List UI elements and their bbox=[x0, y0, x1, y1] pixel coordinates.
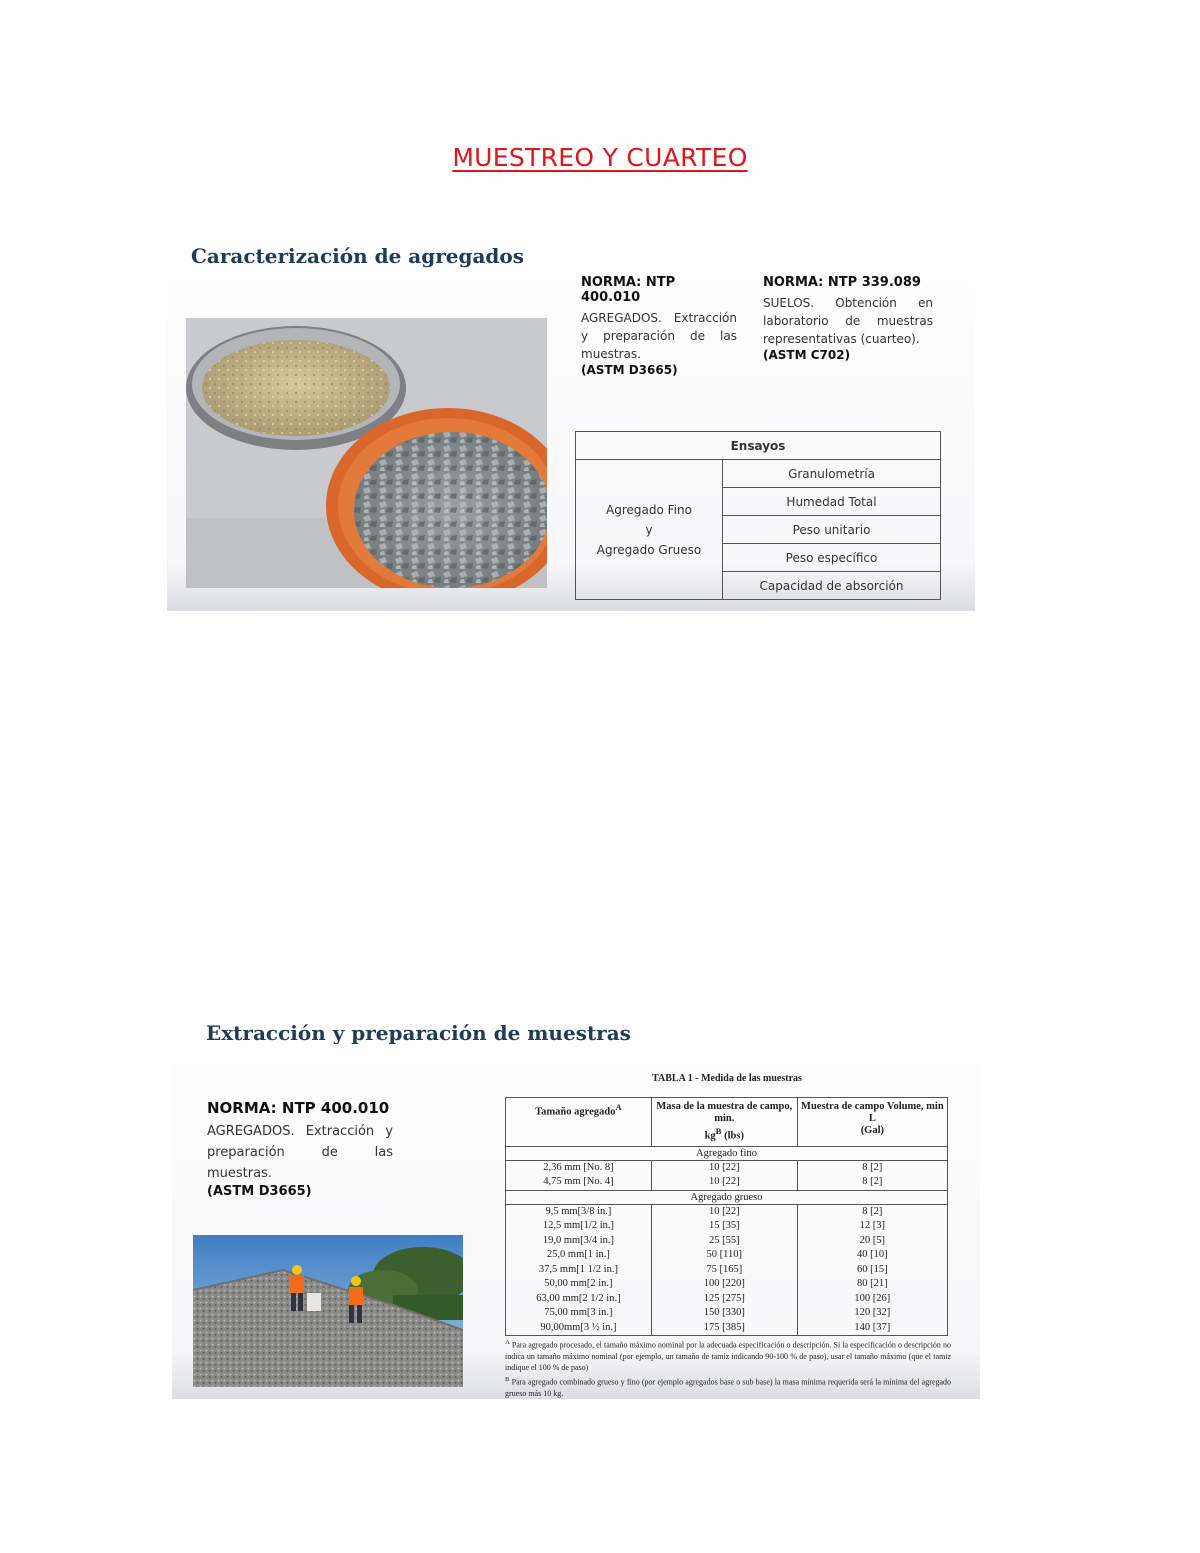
mass-cell: 15 [35] bbox=[651, 1219, 797, 1234]
size-cell: 90,00mm[3 ½ in.] bbox=[506, 1321, 652, 1336]
volume-cell: 140 [37] bbox=[797, 1321, 947, 1336]
volume-cell: 12 [3] bbox=[797, 1219, 947, 1234]
ensayos-header: Ensayos bbox=[576, 432, 941, 460]
mass-cell: 50 [110] bbox=[651, 1248, 797, 1263]
table-row bbox=[506, 1219, 948, 1234]
table-row bbox=[506, 1321, 948, 1336]
size-cell: 25,0 mm[1 in.] bbox=[506, 1248, 652, 1263]
slide-caracterizacion bbox=[167, 218, 975, 611]
mass-cell: 150 [330] bbox=[651, 1306, 797, 1321]
volume-cell: 8 [2] bbox=[797, 1175, 947, 1190]
sample-size-table bbox=[505, 1097, 948, 1336]
column-header-tamano: Tamaño agregado$^A$ bbox=[506, 1098, 652, 1147]
table-footnotes bbox=[505, 1337, 951, 1399]
ensayo-cell: Humedad Total bbox=[723, 488, 941, 516]
mass-cell: 10 [22] bbox=[651, 1160, 797, 1175]
table-row bbox=[506, 1292, 948, 1307]
section-label: Agregado fino bbox=[506, 1146, 948, 1160]
group-line: Agregado Grueso bbox=[596, 542, 702, 557]
volume-cell: 100 [26] bbox=[797, 1292, 947, 1307]
size-cell: 37,5 mm[1 1/2 in.] bbox=[506, 1263, 652, 1278]
size-cell: 2,36 mm [No. 8] bbox=[506, 1160, 652, 1175]
footnote-b: $^B$ Para agregado combinado grueso y fino (por ejemplo agregados base o sub base) la masa mínima requerida será la mínima del agregado grueso más 10 kg. bbox=[505, 1375, 952, 1398]
size-cell: 4,75 mm [No. 4] bbox=[506, 1175, 652, 1190]
footnote-a: $^A$ Para agregado procesado, el tamaño máximo nominal por la adecuada especificación o descripción. Si la especificación o descripción no indica un tamaño máximo nominal (por ejemplo, un tamaño de tamiz indicando 90-100 % de paso), usar el tamaño máximo (que el tamiz indique el 100 % de paso) bbox=[505, 1339, 952, 1373]
ensayo-cell: Granulometría bbox=[723, 460, 941, 488]
table-body bbox=[506, 1146, 948, 1336]
norma-description: AGREGADOS. Extracción y preparación de las muestras. bbox=[581, 311, 737, 361]
norma-astm: (ASTM C702) bbox=[763, 348, 851, 362]
norma-ntp-400-010 bbox=[581, 275, 737, 377]
ensayo-cell: Capacidad de absorción bbox=[723, 572, 941, 600]
table-row bbox=[506, 1248, 948, 1263]
volume-cell: 80 [21] bbox=[797, 1277, 947, 1292]
slide-heading: Caracterización de agregados bbox=[191, 244, 524, 268]
mass-cell: 75 [165] bbox=[651, 1263, 797, 1278]
size-cell: 50,00 mm[2 in.] bbox=[506, 1277, 652, 1292]
volume-cell: 20 [5] bbox=[797, 1234, 947, 1249]
section-label: Agregado grueso bbox=[506, 1190, 948, 1204]
mass-cell: 175 [385] bbox=[651, 1321, 797, 1336]
table-row bbox=[506, 1160, 948, 1175]
ensayo-cell: Peso unitario bbox=[723, 516, 941, 544]
norma-description: AGREGADOS. Extracción y preparación de las muestras. bbox=[207, 1124, 393, 1181]
slide-heading: Extracción y preparación de muestras bbox=[206, 1021, 631, 1045]
size-cell: 75,00 mm[3 in.] bbox=[506, 1306, 652, 1321]
norma-title: NORMA: NTP 400.010 bbox=[581, 275, 676, 305]
volume-cell: 60 [15] bbox=[797, 1263, 947, 1278]
ensayo-cell: Peso específico bbox=[723, 544, 941, 572]
mass-cell: 10 [22] bbox=[651, 1204, 797, 1219]
volume-cell: 8 [2] bbox=[797, 1204, 947, 1219]
size-cell: 9,5 mm[3/8 in.] bbox=[506, 1204, 652, 1219]
size-cell: 63,00 mm[2 1/2 in.] bbox=[506, 1292, 652, 1307]
norma-ntp-339-089 bbox=[763, 275, 933, 362]
table-row bbox=[506, 1263, 948, 1278]
table-row bbox=[506, 1277, 948, 1292]
mass-cell: 10 [22] bbox=[651, 1175, 797, 1190]
agregado-group-cell bbox=[576, 460, 723, 600]
table-row bbox=[506, 1234, 948, 1249]
aggregate-samples-photo bbox=[186, 318, 547, 588]
norma-ntp-400-010 bbox=[207, 1099, 393, 1199]
section-row bbox=[506, 1146, 948, 1160]
norma-title: NORMA: NTP 339.089 bbox=[763, 275, 921, 290]
table-row bbox=[506, 1175, 948, 1190]
norma-description: SUELOS. Obtención en laboratorio de muestras representativas (cuarteo). bbox=[763, 296, 933, 346]
mass-cell: 100 [220] bbox=[651, 1277, 797, 1292]
group-line: y bbox=[645, 522, 653, 537]
size-cell: 12,5 mm[1/2 in.] bbox=[506, 1219, 652, 1234]
table-row bbox=[506, 1204, 948, 1219]
mass-cell: 125 [275] bbox=[651, 1292, 797, 1307]
volume-cell: 40 [10] bbox=[797, 1248, 947, 1263]
mass-cell: 25 [55] bbox=[651, 1234, 797, 1249]
volume-cell: 120 [32] bbox=[797, 1306, 947, 1321]
workers-gravel-pile-photo bbox=[193, 1235, 463, 1387]
page-title: MUESTREO Y CUARTEO bbox=[452, 143, 748, 172]
group-line: Agregado Fino bbox=[606, 502, 692, 517]
norma-astm: (ASTM D3665) bbox=[581, 363, 678, 377]
norma-astm: (ASTM D3665) bbox=[207, 1184, 312, 1199]
ensayos-table bbox=[575, 431, 941, 600]
norma-title: NORMA: NTP 400.010 bbox=[207, 1099, 390, 1117]
column-header-volumen: Muestra de campo Volume, min L (Gal) bbox=[797, 1098, 947, 1147]
table-title: TABLA 1 - Medida de las muestras bbox=[652, 1073, 802, 1084]
column-header-masa: Masa de la muestra de campo, min. $kg^B$ (lbs) bbox=[651, 1098, 797, 1147]
section-row bbox=[506, 1190, 948, 1204]
table-row bbox=[506, 1306, 948, 1321]
slide-extraccion bbox=[172, 997, 980, 1399]
size-cell: 19,0 mm[3/4 in.] bbox=[506, 1234, 652, 1249]
volume-cell: 8 [2] bbox=[797, 1160, 947, 1175]
